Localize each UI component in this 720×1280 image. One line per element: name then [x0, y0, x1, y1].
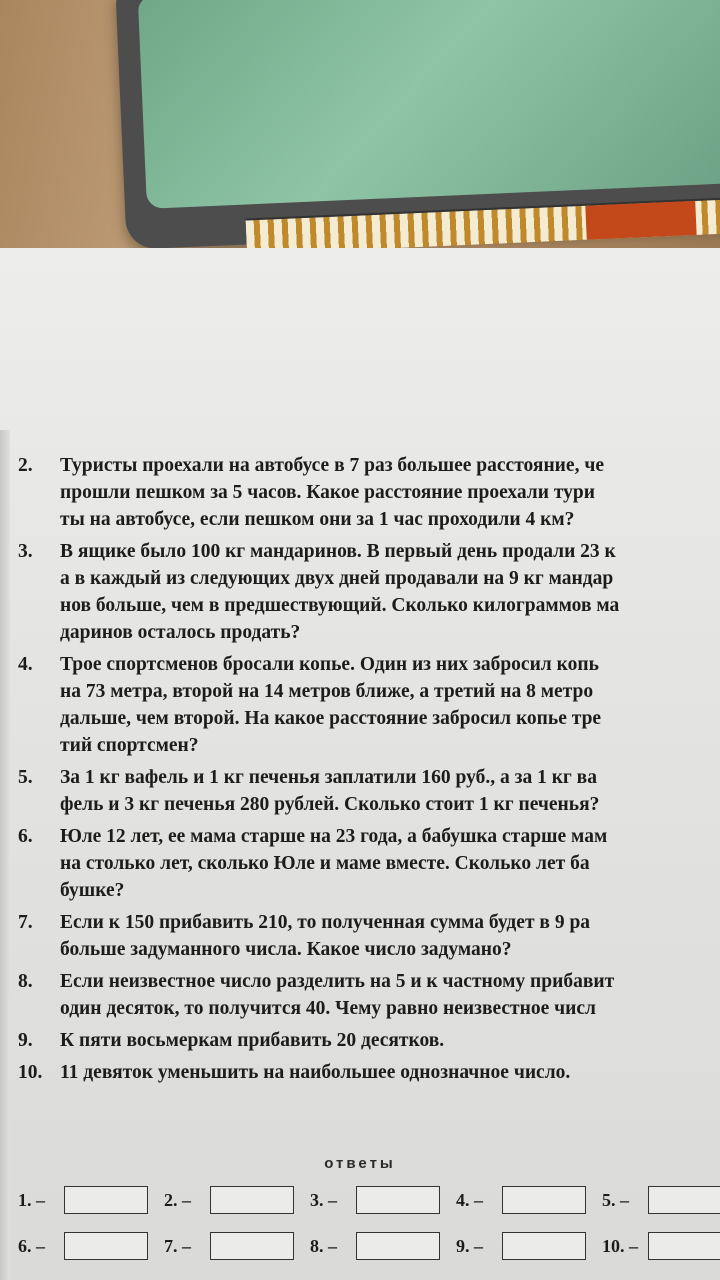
- answer-cell: [164, 1232, 310, 1260]
- answer-label: 6. –: [18, 1235, 45, 1256]
- answer-box[interactable]: [356, 1186, 440, 1214]
- task-text: [60, 764, 720, 818]
- page-edge: [0, 430, 10, 1280]
- task-line: тий спортсмен?: [60, 735, 199, 756]
- task-text: [60, 1059, 720, 1086]
- binder-folder: [115, 0, 720, 250]
- task-text: [60, 538, 720, 646]
- task-line: больше задуманного числа. Какое число задумано?: [60, 939, 512, 960]
- task-item: [18, 1059, 720, 1086]
- answer-label: 3. –: [310, 1189, 337, 1210]
- task-number: 2.: [18, 455, 33, 476]
- answer-cell: [310, 1232, 456, 1260]
- task-line: Трое спортсменов бросали копье. Один из них забросил копь: [60, 654, 599, 675]
- task-text: [60, 651, 720, 759]
- answer-label: 9. –: [456, 1235, 483, 1256]
- task-item: [18, 452, 720, 533]
- task-number: 6.: [18, 826, 33, 847]
- task-line: К пяти восьмеркам прибавить 20 десятков.: [60, 1030, 445, 1051]
- task-item: [18, 968, 720, 1022]
- answer-cell: [602, 1232, 720, 1260]
- task-line: Если неизвестное число разделить на 5 и к частному прибавит: [60, 971, 615, 992]
- answer-label: 5. –: [602, 1189, 629, 1210]
- task-list: [18, 452, 720, 1091]
- task-line: нов больше, чем в предшествующий. Сколько килограммов ма: [60, 595, 620, 616]
- answer-cell: [456, 1186, 602, 1214]
- task-number: 3.: [18, 541, 33, 562]
- answer-box[interactable]: [64, 1186, 148, 1214]
- task-text: [60, 909, 720, 963]
- task-line: прошли пешком за 5 часов. Какое расстояние проехали тури: [60, 482, 596, 503]
- answer-cell: [18, 1186, 164, 1214]
- task-number: 10.: [18, 1062, 43, 1083]
- task-item: [18, 651, 720, 759]
- answer-box[interactable]: [648, 1232, 720, 1260]
- answer-box[interactable]: [64, 1232, 148, 1260]
- answer-label: 1. –: [18, 1189, 45, 1210]
- answers-row-2: [18, 1232, 720, 1260]
- task-item: [18, 764, 720, 818]
- task-line: В ящике было 100 кг мандаринов. В первый день продали 23 к: [60, 541, 616, 562]
- task-text: [60, 1027, 720, 1054]
- task-text: [60, 452, 720, 533]
- task-line: Юле 12 лет, ее мама старше на 23 года, а бабушка старше мам: [60, 826, 608, 847]
- task-line: ты на автобусе, если пешком они за 1 час проходили 4 км?: [60, 509, 575, 530]
- task-line: 11 девяток уменьшить на наибольшее однозначное число.: [60, 1062, 571, 1083]
- answer-box[interactable]: [502, 1232, 586, 1260]
- task-line: а в каждый из следующих двух дней продавали на 9 кг мандар: [60, 568, 614, 589]
- answer-box[interactable]: [210, 1232, 294, 1260]
- answer-box[interactable]: [356, 1232, 440, 1260]
- task-text: [60, 968, 720, 1022]
- task-line: Если к 150 прибавить 210, то полученная сумма будет в 9 ра: [60, 912, 591, 933]
- answers-row-1: [18, 1186, 720, 1214]
- answer-cell: [310, 1186, 456, 1214]
- answer-box[interactable]: [648, 1186, 720, 1214]
- answer-label: 7. –: [164, 1235, 191, 1256]
- answer-label: 2. –: [164, 1189, 191, 1210]
- task-line: фель и 3 кг печенья 280 рублей. Сколько стоит 1 кг печенья?: [60, 794, 600, 815]
- task-line: на 73 метра, второй на 14 метров ближе, а третий на 8 метро: [60, 681, 594, 702]
- binder-tab: [585, 201, 696, 240]
- task-item: [18, 909, 720, 963]
- answer-label: 4. –: [456, 1189, 483, 1210]
- task-line: бушке?: [60, 880, 125, 901]
- task-line: дальше, чем второй. На какое расстояние забросил копье тре: [60, 708, 602, 729]
- task-line: на столько лет, сколько Юле и маме вместе. Сколько лет ба: [60, 853, 590, 874]
- task-text: [60, 823, 720, 904]
- answer-cell: [602, 1186, 720, 1214]
- task-line: За 1 кг вафель и 1 кг печенья заплатили 160 руб., а за 1 кг ва: [60, 767, 597, 788]
- answer-label: 10. –: [602, 1235, 638, 1256]
- task-item: [18, 538, 720, 646]
- task-line: один десяток, то получится 40. Чему равно неизвестное числ: [60, 998, 596, 1019]
- answer-box[interactable]: [502, 1186, 586, 1214]
- task-number: 7.: [18, 912, 33, 933]
- answer-cell: [456, 1232, 602, 1260]
- task-item: [18, 823, 720, 904]
- task-line: даринов осталось продать?: [60, 622, 301, 643]
- task-line: Туристы проехали на автобусе в 7 раз большее расстояние, че: [60, 455, 604, 476]
- answer-box[interactable]: [210, 1186, 294, 1214]
- answers-title: ответы: [324, 1155, 396, 1172]
- binder-cover: [138, 0, 720, 209]
- task-number: 5.: [18, 767, 33, 788]
- answer-label: 8. –: [310, 1235, 337, 1256]
- answer-cell: [18, 1232, 164, 1260]
- task-number: 9.: [18, 1030, 33, 1051]
- task-item: [18, 1027, 720, 1054]
- task-number: 4.: [18, 654, 33, 675]
- task-number: 8.: [18, 971, 33, 992]
- answer-cell: [164, 1186, 310, 1214]
